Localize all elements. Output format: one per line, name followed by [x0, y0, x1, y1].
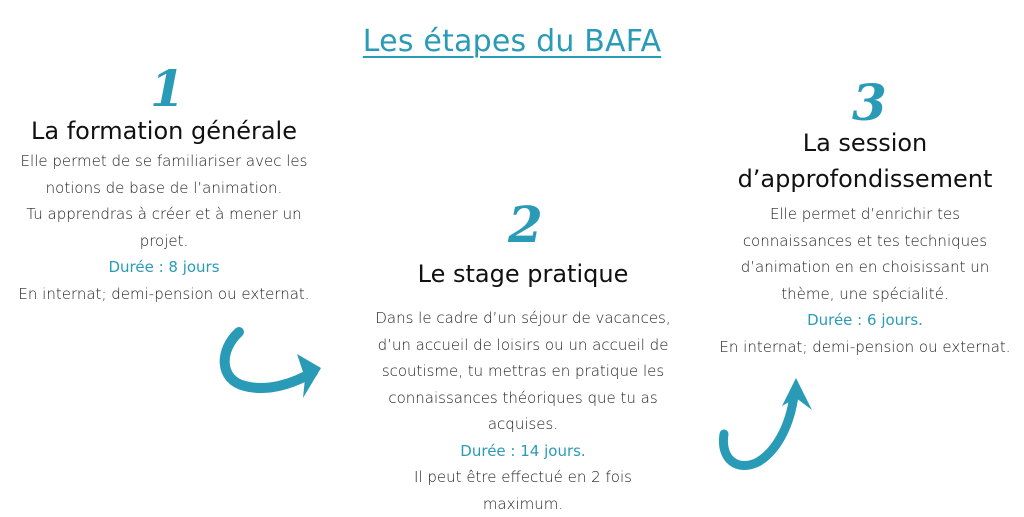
- step-2-heading: Le stage pratique: [358, 258, 688, 291]
- step-2-note: maximum.: [358, 491, 688, 517]
- step-2-number: 2: [508, 200, 543, 250]
- step-3-duration: Durée : 6 jours.: [700, 307, 1024, 334]
- step-1-line: Elle permet de se familiariser avec les: [0, 148, 328, 175]
- arrow-step1-to-step2-icon: [205, 320, 330, 410]
- step-2-line: d’un accueil de loisirs ou un accueil de: [358, 332, 688, 359]
- step-2-line: Dans le cadre d’un séjour de vacances,: [358, 305, 688, 332]
- step-2-line: acquises.: [358, 411, 688, 438]
- page-title: Les étapes du BAFA: [0, 24, 1024, 59]
- step-1-block: [0, 115, 328, 307]
- step-3-line: Elle permet d’enrichir tes: [700, 201, 1024, 228]
- step-2-line: connaissances théoriques que tu as: [358, 385, 688, 412]
- step-3-block: [700, 127, 1024, 360]
- arrow-step2-to-step3-icon: [712, 372, 822, 482]
- step-1-line: Tu apprendras à créer et à mener un: [0, 201, 328, 228]
- step-3-heading-line: La session: [700, 127, 1024, 160]
- step-1-number: 1: [150, 64, 185, 114]
- step-1-boarding: En internat; demi-pension ou externat.: [0, 281, 328, 308]
- step-1-line: projet.: [0, 228, 328, 255]
- step-3-heading-line: d’approfondissement: [700, 163, 1024, 196]
- step-3-line: d’animation en en choisissant un: [700, 254, 1024, 281]
- step-3-boarding: En internat; demi-pension ou externat.: [700, 334, 1024, 361]
- step-3-line: thème, une spécialité.: [700, 281, 1024, 308]
- step-2-block: [358, 258, 688, 517]
- step-2-line: scoutisme, tu mettras en pratique les: [358, 358, 688, 385]
- step-1-duration: Durée : 8 jours: [0, 254, 328, 281]
- step-1-heading: La formation générale: [0, 115, 328, 148]
- step-2-note: Il peut être effectué en 2 fois: [358, 464, 688, 491]
- step-3-line: connaissances et tes techniques: [700, 228, 1024, 255]
- step-1-line: notions de base de l’animation.: [0, 175, 328, 202]
- step-2-duration: Durée : 14 jours.: [358, 438, 688, 465]
- step-3-number: 3: [852, 78, 887, 128]
